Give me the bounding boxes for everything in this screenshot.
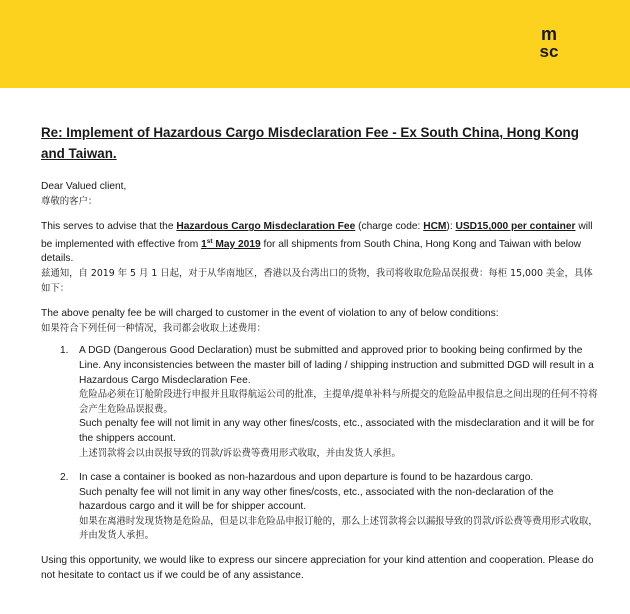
closing-paragraph: Using this opportunity, we would like to express our sincere appreciation for your kind attention and cooperation. Please do not hesitate to contact us if we could be of any assistance. (41, 555, 594, 581)
logo-text-bottom: sc (539, 42, 559, 60)
intro-zh: 兹通知，自 2019 年 5 月 1 日起，对于从华南地区，香港以及台湾出口的货物，我司将收取危险品误报费：每柜 15,000 美金，具体如下： (41, 267, 593, 294)
greeting-zh: 尊敬的客户： (41, 195, 98, 207)
fee-name: Hazardous Cargo Misdeclaration Fee (176, 221, 356, 233)
logo-text-top: m (540, 24, 558, 44)
conditions-en: The above penalty fee be will charged to customer in the event of violation to any of below conditions: (41, 308, 499, 320)
letter-title: Re: Implement of Hazardous Cargo Misdeclaration Fee - Ex South China, Hong Kong and Taiwan. (41, 125, 579, 161)
condition-item: 2. In case a container is booked as non-hazardous and upon departure is found to be hazardous cargo. Such penalty fee will not limit in any way other fines/costs, etc., associated with the non-declaration of the hazardous cargo and it will be for shipper account. 如果在离港时发现货物是危险品，但是以非危险品申报订舱的，那么上述罚款将会以漏报导致的罚款/诉讼费等费用形式收取，并由发货人承担。 (60, 472, 598, 542)
conditions-zh: 如果符合下列任何一种情况，我司都会收取上述费用： (41, 322, 267, 334)
fee-amount: USD15,000 per container (455, 221, 576, 233)
condition-item: 1. A DGD (Dangerous Good Declaration) must be submitted and approved prior to booking being confirmed by the Line. Any inconsistencies between the master bill of lading / shipping instruction and submitted DGD will result in a Hazardous Cargo Misdeclaration Fee. 危险品必须在订舱阶段进行申报并且取得航运公司的批准，主提单/提单补料与所提交的危险品申报信息之间出现的任何不符将会产生危险品误报费。 Such penalty fee will not limit in any way other fines/costs, etc., associated with the misdeclaration and it will be for the shippers account. 上述罚款将会以由误报导致的罚款/诉讼费等费用形式收取，并由发货人承担。 (60, 345, 598, 459)
greeting-en: Dear Valued client, (41, 181, 127, 192)
header-banner (0, 0, 630, 88)
conditions-list (41, 344, 601, 544)
msc-logo-icon (528, 24, 570, 60)
charge-code: HCM (423, 221, 447, 233)
effective-date: 1st May 2019 (201, 237, 261, 250)
intro-paragraph: This serves to advise that the Hazardous Cargo Misdeclaration Fee (charge code: HCM): USD15,000 per container will be implemented with effective from 1st May 2019 for all shipments from South China, Hong Kong and Taiwan with below details. (41, 221, 593, 265)
letter-body (41, 122, 601, 583)
